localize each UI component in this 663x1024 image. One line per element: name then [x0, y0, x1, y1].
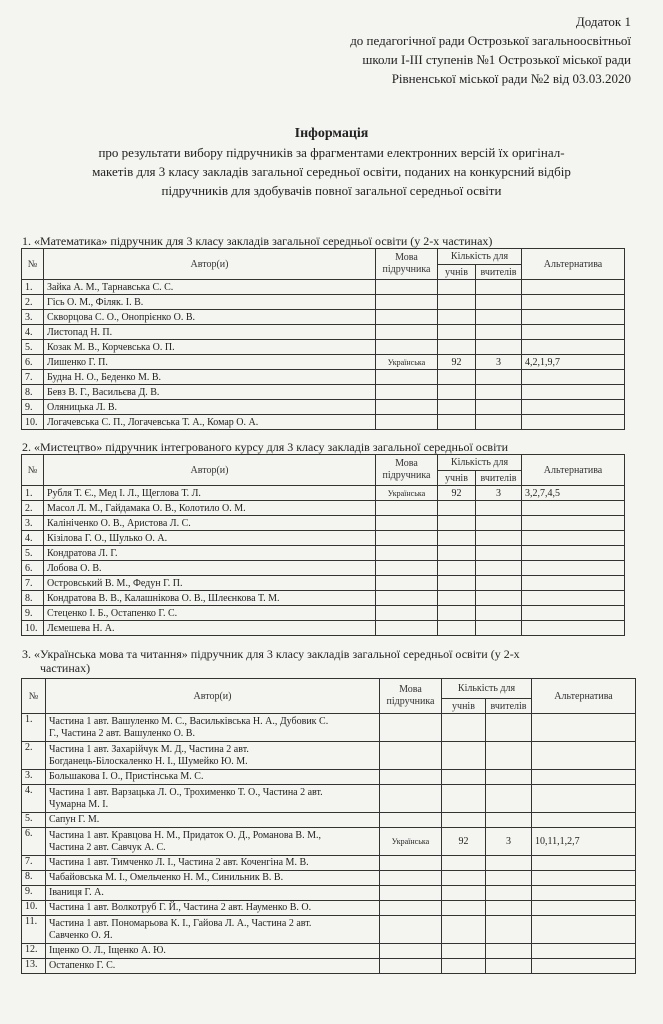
- row-alternative: [522, 370, 625, 385]
- section-1-title: 1. «Математика» підручник для 3 класу закладів загальної середньої освіти (у 2-х частинах): [22, 234, 493, 248]
- row-students: [438, 606, 476, 621]
- row-author-line: Сапун Г. М.: [49, 814, 100, 825]
- row-teachers: [486, 886, 532, 901]
- row-author: Рубля Т. Є., Мед І. Л., Щеглова Т. Л.: [44, 486, 376, 501]
- row-students: [438, 621, 476, 636]
- table-row: [22, 770, 636, 785]
- row-teachers: [486, 714, 532, 742]
- row-students: [438, 516, 476, 531]
- table-row: [22, 486, 625, 501]
- row-author: Бевз В. Г., Васильєва Д. В.: [44, 385, 376, 400]
- row-author: Калініченко О. В., Аристова Л. С.: [44, 516, 376, 531]
- row-teachers: 3: [476, 486, 522, 501]
- row-alternative: [532, 944, 636, 959]
- row-number: 13.: [22, 959, 46, 974]
- row-students: [442, 871, 486, 886]
- row-alternative: [532, 785, 636, 813]
- row-language: Українська: [376, 486, 438, 501]
- row-author: [46, 944, 380, 959]
- row-number: 4.: [22, 325, 44, 340]
- row-alternative: [522, 310, 625, 325]
- row-language: [380, 871, 442, 886]
- row-alternative: [522, 561, 625, 576]
- row-number: 8.: [22, 385, 44, 400]
- row-alternative: [522, 340, 625, 355]
- row-author: [46, 714, 380, 742]
- row-author-line: Богданець-Білоскаленко Н. І., Шумейко Ю. М.: [49, 755, 248, 767]
- row-alternative: [522, 295, 625, 310]
- table-row: [22, 325, 625, 340]
- row-language: [380, 742, 442, 770]
- row-language: [380, 785, 442, 813]
- info-line: підручників для здобувачів повної загальної середньої освіти: [161, 183, 502, 198]
- table-row: [22, 621, 625, 636]
- row-author: Масол Л. М., Гайдамака О. В., Колотило О. М.: [44, 501, 376, 516]
- row-teachers: [486, 785, 532, 813]
- row-author-line: Частина 1 авт. Пономарьова К. І., Гайова Л. А., Частина 2 авт.: [49, 917, 312, 929]
- row-number: 8.: [22, 871, 46, 886]
- row-alternative: [522, 501, 625, 516]
- row-teachers: [476, 340, 522, 355]
- row-alternative: 4,2,1,9,7: [522, 355, 625, 370]
- row-author-line: Іваниця Г. А.: [49, 887, 104, 898]
- row-teachers: [476, 400, 522, 415]
- row-author-line: Частина 1 авт. Варзацька Л. О., Трохименко Т. О., Частина 2 авт.: [49, 786, 323, 798]
- row-number: 1.: [22, 714, 46, 742]
- row-teachers: [476, 415, 522, 430]
- row-alternative: [532, 886, 636, 901]
- row-number: 7.: [22, 370, 44, 385]
- table-row: [22, 355, 625, 370]
- row-students: [438, 501, 476, 516]
- row-language: [376, 280, 438, 295]
- row-number: 11.: [22, 916, 46, 944]
- row-language: [380, 886, 442, 901]
- row-alternative: [522, 400, 625, 415]
- row-language: [376, 370, 438, 385]
- row-alternative: [522, 576, 625, 591]
- col-number: №: [22, 679, 46, 714]
- row-author: Кондратова Л. Г.: [44, 546, 376, 561]
- col-author: Автор(и): [44, 455, 376, 486]
- row-alternative: [522, 385, 625, 400]
- table-row: [22, 576, 625, 591]
- row-number: 6.: [22, 561, 44, 576]
- row-author-line: Чабайовська М. І., Омельченко Н. М., Синильник В. В.: [49, 872, 284, 883]
- row-language: Українська: [380, 828, 442, 856]
- row-teachers: [476, 621, 522, 636]
- row-teachers: [476, 370, 522, 385]
- row-students: [442, 886, 486, 901]
- row-language: [380, 770, 442, 785]
- row-author: Островський В. М., Федун Г. П.: [44, 576, 376, 591]
- row-number: 7.: [22, 856, 46, 871]
- row-language: [376, 415, 438, 430]
- col-number: №: [22, 455, 44, 486]
- col-count: Кількість для: [438, 249, 522, 265]
- row-language: [376, 501, 438, 516]
- row-students: [438, 295, 476, 310]
- row-teachers: [476, 606, 522, 621]
- row-students: 92: [438, 355, 476, 370]
- table-row: [22, 871, 636, 886]
- row-students: [438, 415, 476, 430]
- row-alternative: [522, 621, 625, 636]
- col-count: Кількість для: [438, 455, 522, 471]
- row-teachers: [476, 280, 522, 295]
- row-language: [376, 606, 438, 621]
- row-language: [380, 959, 442, 974]
- table-row: [22, 546, 625, 561]
- table-row: [22, 415, 625, 430]
- row-students: [442, 944, 486, 959]
- row-author: [46, 828, 380, 856]
- row-alternative: [522, 546, 625, 561]
- row-language: [376, 531, 438, 546]
- col-students: учнів: [438, 471, 476, 486]
- col-alternative: Альтернатива: [522, 455, 625, 486]
- row-number: 3.: [22, 310, 44, 325]
- row-author: Кізілова Г. О., Шулько О. А.: [44, 531, 376, 546]
- row-language: [380, 714, 442, 742]
- row-language: [380, 856, 442, 871]
- row-author: Гісь О. М., Філяк. І. В.: [44, 295, 376, 310]
- row-teachers: 3: [476, 355, 522, 370]
- row-students: [442, 916, 486, 944]
- row-number: 7.: [22, 576, 44, 591]
- row-teachers: [476, 501, 522, 516]
- info-line: про результати вибору підручників за фрагментами електронних версій їх оригінал-: [98, 145, 565, 160]
- row-students: [438, 400, 476, 415]
- row-author-line: Частина 1 авт. Захарійчук М. Д., Частина 2 авт.: [49, 743, 249, 755]
- row-author: [46, 770, 380, 785]
- row-author-line: Остапенко Г. С.: [49, 960, 116, 971]
- row-teachers: [476, 561, 522, 576]
- row-students: [438, 385, 476, 400]
- row-alternative: [522, 325, 625, 340]
- col-students: учнів: [442, 699, 486, 714]
- row-teachers: [486, 959, 532, 974]
- row-number: 5.: [22, 546, 44, 561]
- row-students: [438, 576, 476, 591]
- row-language: [376, 400, 438, 415]
- col-teachers: вчителів: [476, 265, 522, 280]
- row-teachers: [486, 742, 532, 770]
- row-teachers: [486, 770, 532, 785]
- table-row: [22, 785, 636, 813]
- annex-header: [350, 12, 631, 88]
- row-teachers: [476, 576, 522, 591]
- table-row: [22, 886, 636, 901]
- row-author: [46, 916, 380, 944]
- row-teachers: [476, 385, 522, 400]
- table-row: [22, 959, 636, 974]
- row-teachers: [476, 531, 522, 546]
- row-teachers: [476, 591, 522, 606]
- col-count: Кількість для: [442, 679, 532, 699]
- row-author: [46, 742, 380, 770]
- row-author: [46, 886, 380, 901]
- row-author-line: Частина 1 авт. Тимченко Л. І., Частина 2 авт. Коченгіна М. В.: [49, 857, 309, 868]
- row-alternative: [532, 916, 636, 944]
- row-author: Оляницька Л. В.: [44, 400, 376, 415]
- annex-line: школи І-ІІІ ступенів №1 Острозької міської ради: [362, 52, 631, 67]
- row-students: [438, 531, 476, 546]
- row-students: [442, 856, 486, 871]
- row-author-line: Частина 1 авт. Волкотруб Г. Й., Частина 2 авт. Науменко В. О.: [49, 902, 312, 913]
- row-alternative: [532, 959, 636, 974]
- col-teachers: вчителів: [486, 699, 532, 714]
- row-students: [442, 770, 486, 785]
- section-3-title: 3. «Українська мова та читання» підручник для 3 класу закладів загальної середньої освіти (у 2-х: [22, 647, 520, 661]
- row-author-line: Іщенко О. Л., Іщенко А. Ю.: [49, 945, 166, 956]
- table-row: [22, 606, 625, 621]
- row-teachers: [486, 916, 532, 944]
- row-alternative: [532, 901, 636, 916]
- row-author: [46, 871, 380, 886]
- col-teachers: вчителів: [476, 471, 522, 486]
- row-language: [380, 901, 442, 916]
- row-students: 92: [438, 486, 476, 501]
- table-row: [22, 591, 625, 606]
- row-alternative: [532, 742, 636, 770]
- section-1-table: [21, 248, 625, 430]
- row-teachers: [486, 944, 532, 959]
- row-author-line: Частина 1 авт. Вашуленко М. С., Васильківська Н. А., Дубовик С.: [49, 715, 329, 727]
- row-language: [380, 944, 442, 959]
- row-teachers: [476, 516, 522, 531]
- row-author-line: Чумарна М. І.: [49, 798, 109, 810]
- table-row: [22, 944, 636, 959]
- row-number: 8.: [22, 591, 44, 606]
- row-language: [376, 310, 438, 325]
- row-number: 2.: [22, 742, 46, 770]
- row-alternative: 3,2,7,4,5: [522, 486, 625, 501]
- row-author: Стеценко І. Б., Остапенко Г. С.: [44, 606, 376, 621]
- row-author: [46, 813, 380, 828]
- col-language: Мова підручника: [376, 455, 438, 486]
- section-2-table: [21, 454, 625, 636]
- row-students: 92: [442, 828, 486, 856]
- col-author: Автор(и): [46, 679, 380, 714]
- col-number: №: [22, 249, 44, 280]
- row-students: [438, 280, 476, 295]
- row-alternative: [522, 280, 625, 295]
- row-students: [442, 742, 486, 770]
- row-author: [46, 785, 380, 813]
- row-alternative: [532, 856, 636, 871]
- row-language: [376, 576, 438, 591]
- row-number: 1.: [22, 486, 44, 501]
- row-alternative: [532, 871, 636, 886]
- row-alternative: [522, 415, 625, 430]
- info-line: макетів для 3 класу закладів загальної середньої освіти, поданих на конкурсний відбір: [92, 164, 571, 179]
- row-number: 9.: [22, 400, 44, 415]
- row-author-line: Савченко О. Я.: [49, 929, 113, 941]
- row-number: 6.: [22, 828, 46, 856]
- row-number: 5.: [22, 813, 46, 828]
- row-language: Українська: [376, 355, 438, 370]
- table-row: [22, 714, 636, 742]
- row-author-line: Частина 2 авт. Савчук А. С.: [49, 841, 166, 853]
- row-students: [442, 785, 486, 813]
- row-alternative: [522, 531, 625, 546]
- row-language: [376, 295, 438, 310]
- col-language: Мова підручника: [380, 679, 442, 714]
- info-block: [20, 124, 643, 200]
- table-row: [22, 385, 625, 400]
- row-teachers: [476, 310, 522, 325]
- row-language: [376, 591, 438, 606]
- document-title: Інформація: [294, 126, 369, 141]
- row-author: Зайка А. М., Тарнавська С. С.: [44, 280, 376, 295]
- row-number: 9.: [22, 606, 44, 621]
- row-author: Лємешева Н. А.: [44, 621, 376, 636]
- col-students: учнів: [438, 265, 476, 280]
- row-number: 3.: [22, 770, 46, 785]
- row-author: Кондратова В. В., Калашнікова О. В., Шлеєнкова Т. М.: [44, 591, 376, 606]
- row-number: 4.: [22, 785, 46, 813]
- row-teachers: [486, 871, 532, 886]
- annex-line: Додаток 1: [575, 14, 631, 29]
- table-row: [22, 370, 625, 385]
- row-students: [442, 714, 486, 742]
- row-author-line: Г., Частина 2 авт. Вашуленко О. В.: [49, 727, 195, 739]
- row-teachers: [486, 901, 532, 916]
- row-language: [376, 385, 438, 400]
- row-teachers: [486, 856, 532, 871]
- row-alternative: [522, 591, 625, 606]
- table-row: [22, 340, 625, 355]
- row-students: [442, 901, 486, 916]
- row-teachers: [476, 546, 522, 561]
- table-row: [22, 856, 636, 871]
- row-author: [46, 856, 380, 871]
- section-3-table: [21, 678, 636, 974]
- row-author: Козак М. В., Корчевська О. П.: [44, 340, 376, 355]
- row-students: [438, 340, 476, 355]
- row-students: [438, 561, 476, 576]
- table-row: [22, 501, 625, 516]
- col-language: Мова підручника: [376, 249, 438, 280]
- row-alternative: [522, 516, 625, 531]
- row-teachers: [486, 813, 532, 828]
- table-row: [22, 813, 636, 828]
- row-number: 2.: [22, 295, 44, 310]
- row-number: 5.: [22, 340, 44, 355]
- row-author: [46, 959, 380, 974]
- row-number: 6.: [22, 355, 44, 370]
- annex-line: до педагогічної ради Острозької загальноосвітньої: [350, 33, 631, 48]
- row-number: 10.: [22, 621, 44, 636]
- col-alternative: Альтернатива: [522, 249, 625, 280]
- row-students: [442, 959, 486, 974]
- table-row: [22, 516, 625, 531]
- row-language: [376, 621, 438, 636]
- row-author: Листопад Н. П.: [44, 325, 376, 340]
- table-row: [22, 742, 636, 770]
- row-author: Лишенко Г. П.: [44, 355, 376, 370]
- row-author: Будна Н. О., Беденко М. В.: [44, 370, 376, 385]
- row-alternative: [532, 770, 636, 785]
- section-3-title-cont: частинах): [40, 661, 91, 675]
- row-students: [438, 310, 476, 325]
- table-row: [22, 295, 625, 310]
- row-number: 10.: [22, 415, 44, 430]
- row-students: [442, 813, 486, 828]
- section-2-title: 2. «Мистецтво» підручник інтегрованого курсу для 3 класу закладів загальної середньої освіти: [22, 440, 509, 454]
- table-row: [22, 916, 636, 944]
- table-row: [22, 400, 625, 415]
- row-language: [376, 340, 438, 355]
- row-language: [380, 813, 442, 828]
- table-row: [22, 561, 625, 576]
- table-row: [22, 280, 625, 295]
- row-alternative: [522, 606, 625, 621]
- row-author: Логачевська С. П., Логачевська Т. А., Комар О. А.: [44, 415, 376, 430]
- row-number: 12.: [22, 944, 46, 959]
- row-teachers: [476, 325, 522, 340]
- row-author: Скворцова С. О., Онопрієнко О. В.: [44, 310, 376, 325]
- row-students: [438, 546, 476, 561]
- row-language: [376, 516, 438, 531]
- row-language: [376, 546, 438, 561]
- row-author: Лобова О. В.: [44, 561, 376, 576]
- row-number: 2.: [22, 501, 44, 516]
- row-number: 4.: [22, 531, 44, 546]
- table-row: [22, 901, 636, 916]
- row-number: 10.: [22, 901, 46, 916]
- row-students: [438, 370, 476, 385]
- row-language: [376, 561, 438, 576]
- row-alternative: [532, 714, 636, 742]
- row-teachers: [476, 295, 522, 310]
- row-alternative: 10,11,1,2,7: [532, 828, 636, 856]
- row-number: 9.: [22, 886, 46, 901]
- row-number: 3.: [22, 516, 44, 531]
- row-author-line: Большакова І. О., Пристінська М. С.: [49, 771, 204, 782]
- table-row: [22, 828, 636, 856]
- row-number: 1.: [22, 280, 44, 295]
- row-teachers: 3: [486, 828, 532, 856]
- annex-line: Рівненської міської ради №2 від 03.03.2020: [391, 71, 631, 86]
- col-author: Автор(и): [44, 249, 376, 280]
- row-language: [376, 325, 438, 340]
- table-row: [22, 310, 625, 325]
- row-language: [380, 916, 442, 944]
- table-row: [22, 531, 625, 546]
- row-students: [438, 591, 476, 606]
- row-author: [46, 901, 380, 916]
- row-author-line: Частина 1 авт. Кравцова Н. М., Придаток О. Д., Романова В. М.,: [49, 829, 321, 841]
- row-alternative: [532, 813, 636, 828]
- col-alternative: Альтернатива: [532, 679, 636, 714]
- row-students: [438, 325, 476, 340]
